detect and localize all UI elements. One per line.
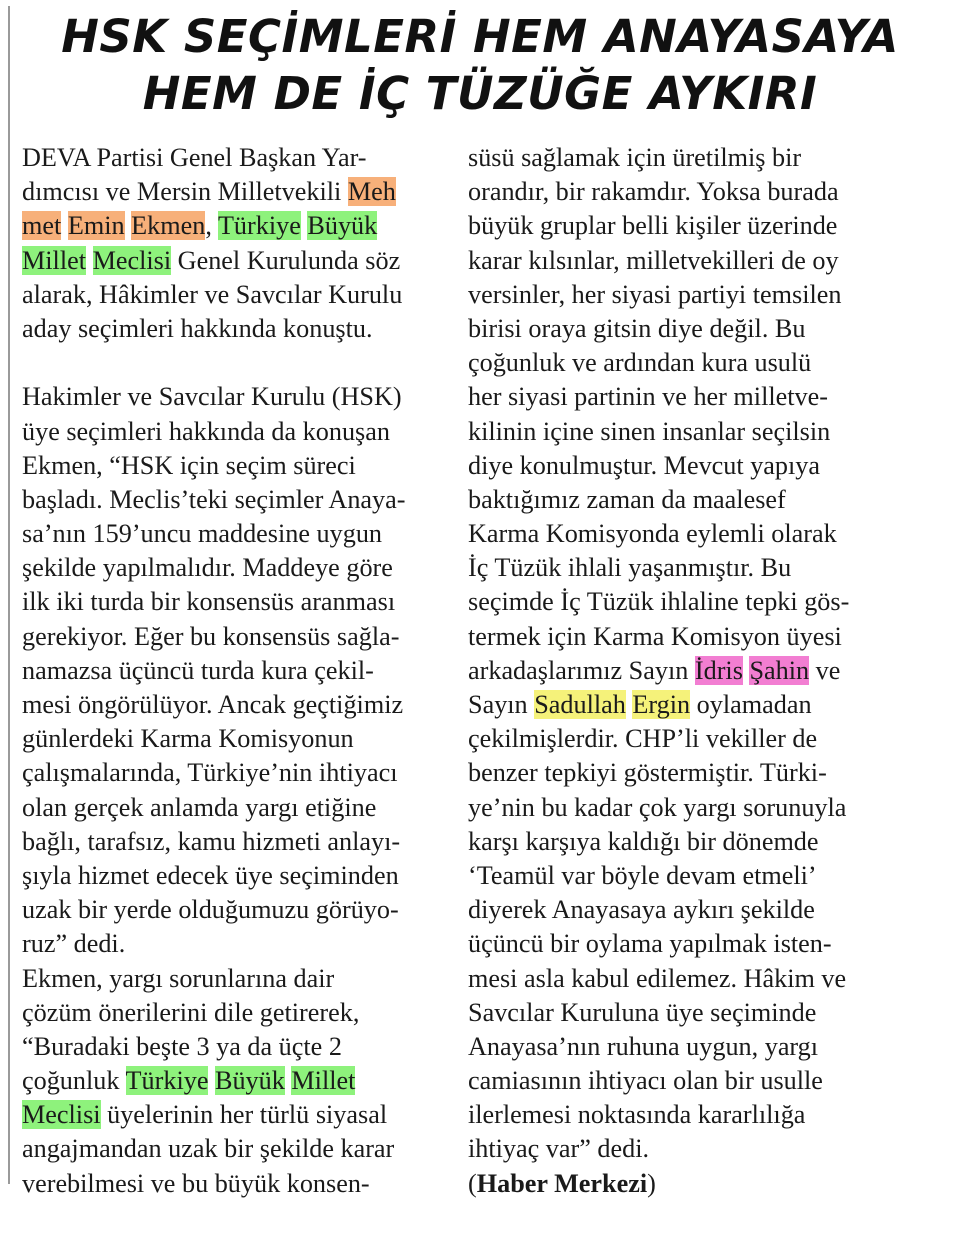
text-line: ruz” dedi.: [22, 929, 126, 959]
text-line: çözüm önerilerini dile getirerek,: [22, 997, 360, 1027]
text-line: DEVA Partisi Genel Başkan Yar-: [22, 143, 367, 172]
text-line: üçüncü bir oylama yapılmak isten-: [468, 929, 832, 959]
text-line: sa’nın 159’uncu maddesine uygun: [22, 519, 383, 549]
text-line: arkadaşlarımız Sayın İdris Şahin ve: [468, 655, 841, 685]
text-line: namazsa üçüncü turda kura çekil-: [22, 655, 374, 685]
text-line: ‘Teamül var böyle devam etmeli’: [468, 860, 817, 890]
highlight-person-name: Meh: [347, 177, 396, 207]
text-line: günlerdeki Karma Komisyonun: [22, 724, 354, 754]
text-line: Ekmen, “HSK için seçim süreci: [22, 450, 356, 480]
byline-source: Haber Merkezi: [476, 1168, 648, 1198]
highlight-person-name: Emin: [67, 211, 125, 241]
text-line: versinler, her siyasi partiyi temsilen: [468, 279, 842, 309]
left-column: [22, 141, 442, 1201]
highlight-organization: Büyük: [215, 1066, 285, 1096]
highlight-person-name: Ergin: [632, 690, 691, 719]
text-line: alarak, Hâkimler ve Savcılar Kurulu: [22, 279, 403, 309]
text-line: ilk iki turda bir konsensüs aranması: [22, 587, 396, 617]
text-line: uzak bir yerde olduğumuzu görüyo-: [22, 895, 399, 925]
text-line: İç Tüzük ihlali yaşanmıştır. Bu: [468, 553, 792, 583]
text-line: çoğunluk ve ardından kura usulü: [468, 348, 812, 378]
text-line: büyük gruplar belli kişiler üzerinde: [468, 211, 838, 241]
text-line: üye seçimleri hakkında da konuşan: [22, 416, 390, 446]
text-line: çekilmişlerdir. CHP’li vekiller de: [468, 724, 818, 754]
highlight-organization: Türkiye: [217, 211, 301, 241]
text-line: angajmandan uzak bir şekilde karar: [22, 1134, 395, 1164]
text-line: Hakimler ve Savcılar Kurulu (HSK): [22, 382, 402, 412]
text-line: diye konulmuştur. Mevcut yapıya: [468, 450, 821, 480]
highlight-person-name: met: [22, 211, 62, 241]
column-rule: [8, 6, 10, 1184]
highlight-person-name: Şahin: [749, 655, 810, 685]
text-line: mesi öngörülüyor. Ancak geçtiğimiz: [22, 690, 404, 719]
text-line: başladı. Meclis’teki seçimler Anaya-: [22, 484, 406, 514]
text-line: diyerek Anayasaya aykırı şekilde: [468, 895, 815, 925]
right-column: [468, 141, 888, 1201]
text-line: ye’nin bu kadar çok yargı sorunuyla: [468, 792, 847, 822]
text-line: Ekmen, yargı sorunlarına dair: [22, 963, 335, 993]
text-line: ilerlemesi noktasında kararlılığa: [468, 1100, 806, 1130]
paragraph-gap: [22, 346, 442, 380]
text-line: karar kılsınlar, milletvekilleri de oy: [468, 245, 839, 275]
text-line: Anayasa’nın ruhuna uygun, yargı: [468, 1031, 819, 1061]
text-line: camiasının ihtiyacı olan bir usulle: [468, 1066, 823, 1096]
text-line: Sayın Sadullah Ergin oylamadan: [468, 690, 812, 719]
text-line: süsü sağlamak için üretilmiş bir: [468, 143, 802, 172]
text-line: şekilde yapılmalıdır. Maddeye göre: [22, 553, 393, 583]
text-line: baktığımız zaman da maalesef: [468, 484, 786, 514]
highlight-organization: Meclisi: [22, 1100, 101, 1130]
text-line: termek için Karma Komisyon üyesi: [468, 621, 842, 651]
text-line: “Buradaki beşte 3 ya da üçte 2: [22, 1031, 342, 1061]
headline: [12, 8, 948, 122]
text-line: şıyla hizmet edecek üye seçiminden: [22, 860, 399, 890]
text-line: benzer tepkiyi göstermiştir. Türki-: [468, 758, 827, 788]
text-line: Savcılar Kuruluna üye seçiminde: [468, 997, 817, 1027]
text-line: seçimde İç Tüzük ihlaline tepki gös-: [468, 587, 850, 617]
text-line: çoğunluk Türkiye Büyük Millet: [22, 1066, 356, 1096]
highlight-person-name: Ekmen: [131, 211, 206, 241]
text-line: bağlı, tarafsız, kamu hizmeti anlayı-: [22, 826, 401, 856]
text-line: karşı karşıya kaldığı bir dönemde: [468, 826, 819, 856]
highlight-organization: Türkiye: [125, 1066, 209, 1096]
text-line: aday seçimleri hakkında konuştu.: [22, 313, 373, 343]
text-line: dımcısı ve Mersin Milletvekili Meh: [22, 177, 396, 207]
text-line: olan gerçek anlamda yargı etiğine: [22, 792, 377, 822]
highlight-organization: Meclisi: [92, 245, 172, 275]
text-line: Meclisi üyelerinin her türlü siyasal: [22, 1100, 388, 1130]
highlight-organization: Millet: [22, 245, 87, 275]
headline-line-1: HSK SEÇİMLERİ HEM ANAYASAYA: [61, 10, 899, 63]
text-line: verebilmesi ve bu büyük konsen-: [22, 1168, 370, 1198]
text-line: Millet Meclisi Genel Kurulunda söz: [22, 245, 401, 275]
highlight-organization: Millet: [291, 1066, 356, 1096]
text-line: Karma Komisyonda eylemli olarak: [468, 519, 837, 549]
text-line: birisi oraya gitsin diye değil. Bu: [468, 313, 806, 343]
text-line: kilinin içine sinen insanlar seçilsin: [468, 416, 831, 446]
text-line: mesi asla kabul edilemez. Hâkim ve: [468, 963, 847, 993]
text-line: her siyasi partinin ve her milletve-: [468, 382, 828, 412]
text-line: orandır, bir rakamdır. Yoksa burada: [468, 177, 839, 207]
highlight-person-name: İdris: [694, 655, 743, 685]
text-line: çalışmalarında, Türkiye’nin ihtiyacı: [22, 758, 398, 788]
byline: (Haber Merkezi): [468, 1168, 656, 1198]
highlight-organization: Büyük: [307, 211, 378, 241]
text-line: ihtiyaç var” dedi.: [468, 1134, 650, 1164]
text-line: gerekiyor. Eğer bu konsensüs sağla-: [22, 621, 400, 651]
text-line: met Emin Ekmen, Türkiye Büyük: [22, 211, 378, 241]
highlight-person-name: Sadullah: [534, 690, 626, 719]
headline-line-2: HEM DE İÇ TÜZÜĞE AYKIRI: [142, 67, 818, 120]
